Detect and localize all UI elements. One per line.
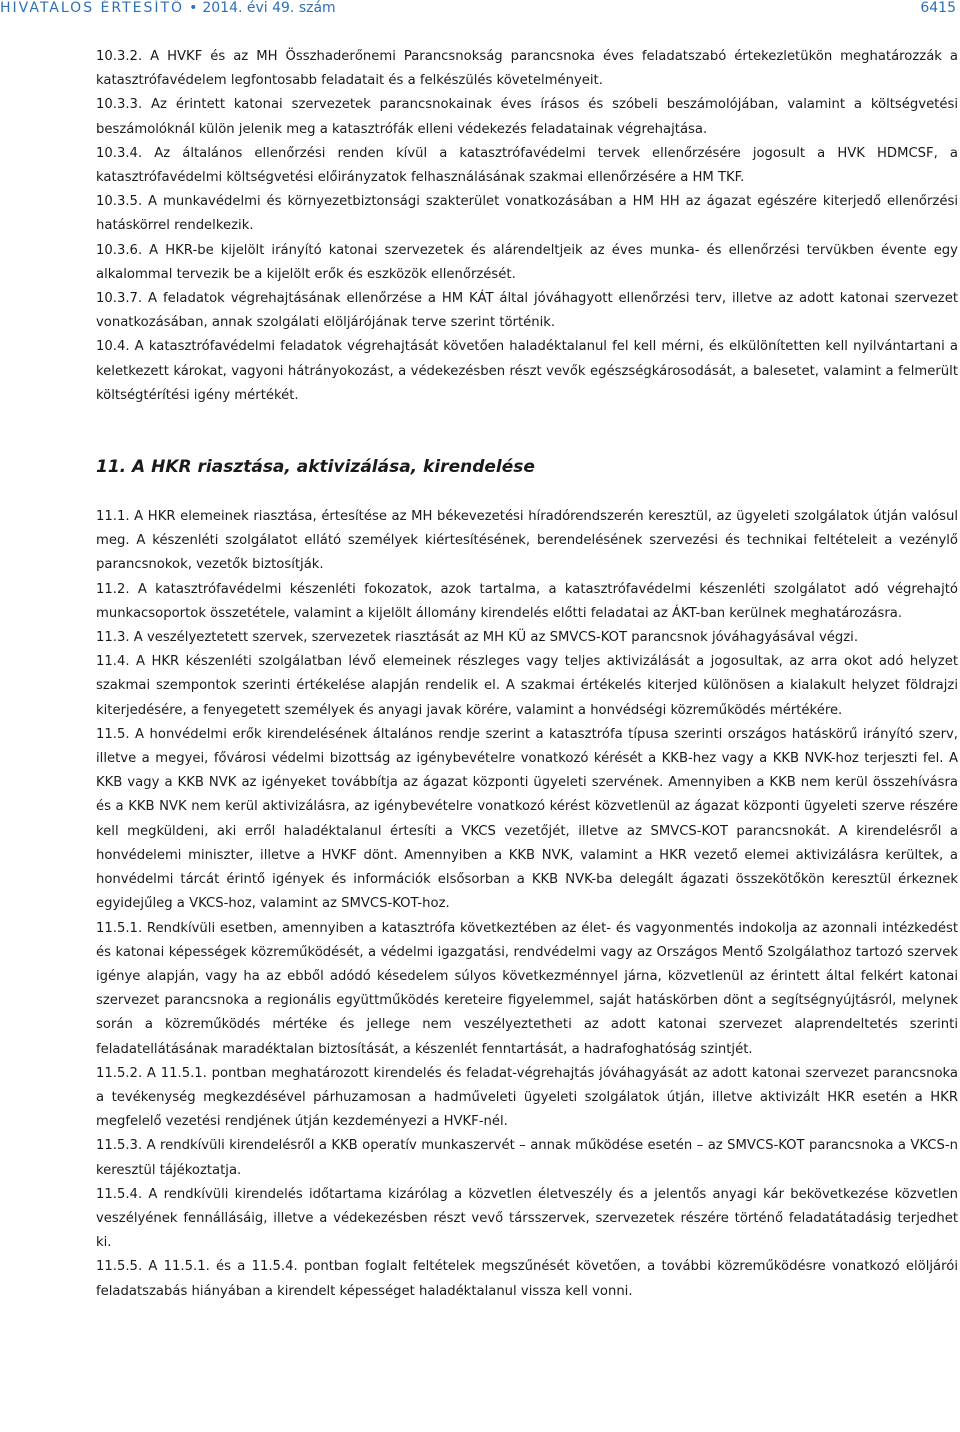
- paragraph-10-3-2: 10.3.2. A HVKF és az MH Összhaderőnemi Parancsnokság parancsnoka éves feladatszabó értekezletükön meghatározzák a katasztrófavédelem legfontosabb feladatait és a felkészülés követelményeit.: [96, 49, 958, 89]
- paragraph-11-5-1: 11.5.1. Rendkívüli esetben, amennyiben a katasztrófa következtében az élet- és vagyonmentés indokolja az azonnali intézkedést és katonai képességek közreműködését, a védelmi igazgatási, rendvédelmi vagy az Országos Mentő Szolgálathoz tartozó szervek igénye alapján, vagy ha az ebből adódó késedelem súlyos következménnyel járna, közvetlenül az érintett által felkért katonai szervezet parancsnoka a regionális együttműködés kereteire figyelemmel, saját hatáskörben dönt a segítségnyújtásról, melynek során a közreműködés mértéke és jellege nem veszélyeztetheti az adott katonai szervezet alaprendeltetés szerinti feladatellátásának maradéktalan biztosítását, a készenlét fenntartását, a hadrafoghatóság szintjét.: [96, 920, 958, 1057]
- header-separator: •: [189, 0, 198, 16]
- paragraph-10-3-7: 10.3.7. A feladatok végrehajtásának ellenőrzése a HM KÁT által jóváhagyott ellenőrzési terv, illetve az adott katonai szervezet vonatkozásában, annak szolgálati elöljárójának terve szerint történik.: [96, 291, 958, 331]
- journal-header: [0, 0, 336, 16]
- issue-info: 2014. évi 49. szám: [202, 0, 336, 16]
- section-title: 11. A HKR riasztása, aktivizálása, kirendelése: [96, 457, 535, 478]
- paragraph-11-1: 11.1. A HKR elemeinek riasztása, értesítése az MH békevezetési híradórendszerén keresztül, az ügyeleti szolgálatok útján valósul meg. A készenléti szolgálatot ellátó személyek kiértesítésének, berendelésének szervezési és technikai feltételeit a vezénylő parancsnokok, vezetők biztosítják.: [96, 509, 958, 573]
- paragraph-11-5-3: 11.5.3. A rendkívüli kirendelésről a KKB operatív munkaszervét – annak működése esetén – az SMVCS-KOT parancsnoka a VKCS-n keresztül tájékoztatja.: [96, 1138, 958, 1178]
- page-number: 6415: [920, 0, 956, 16]
- paragraph-11-5: 11.5. A honvédelmi erők kirendelésének általános rendje szerint a katasztrófa típusa szerinti országos hatáskörű irányító szerv, illetve a megyei, fővárosi védelmi bizottság az igénybevételre vonatkozó kérését a KKB-hez vagy a KKB NVK-hoz terjeszti fel. A KKB vagy a KKB NVK az igényeket továbbítja az ágazat központi ügyeleti szervének. Amennyiben a KKB nem kerül összehívásra és a KKB NVK nem kerül aktivizálásra, az igénybevételre vonatkozó kérést közvetlenül az ágazat központi ügyeleti szerve részére kell megküldeni, aki erről haladéktalanul értesíti a VKCS vezetőjét, illetve az SMVCS-KOT parancsnokát. A kirendelésről a honvédelemi miniszter, illetve a HVKF dönt. Amennyiben a KKB NVK, valamint a HKR vezető elemei aktivizálásra kerültek, a honvédelmi tárcát érintő igények és információk elsősorban a KKB NVK-ba delegált ágazati összekötőkön keresztül érkeznek egyidejűleg a VKCS-hoz, valamint az SMVCS-KOT-hoz.: [96, 726, 958, 912]
- journal-title: HIVATALOS ÉRTESÍTŐ: [0, 0, 185, 16]
- page-header: [0, 0, 960, 16]
- paragraph-10-3-4: 10.3.4. Az általános ellenőrzési renden kívül a katasztrófavédelmi tervek ellenőrzésére jogosult a HVK HDMCSF, a katasztrófavédelmi költségvetési előirányzatok felhasználásának szakmai ellenőrzésére a HM TKF.: [96, 145, 958, 186]
- paragraph-11-5-4: 11.5.4. A rendkívüli kirendelés időtartama kizárólag a közvetlen életveszély és a jelentős anyagi kár bekövetkezése közvetlen veszélyének fennállásáig, illetve a védekezésben részt vevő társszervek, szervezetek részére történő feladatátadásig terjedhet ki.: [96, 1186, 958, 1251]
- paragraph-10-3-6: 10.3.6. A HKR-be kijelölt irányító katonai szervezetek és alárendeltjeik az éves munka- és ellenőrzési tervükben évente egy alkalommal tervezik be a kijelölt erők és eszközök ellenőrzését.: [96, 242, 958, 282]
- paragraph-10-4: 10.4. A katasztrófavédelmi feladatok végrehajtását követően haladéktalanul fel kell mérni, és elkülönítetten kell nyilvántartani a keletkezett károkat, vagyoni hátrányokozást, a védekezésben részt vevők egészségkárosodását, a balesetet, valamint a felmerült költségtérítési igény mértékét.: [96, 339, 958, 403]
- paragraph-10-3-3: 10.3.3. Az érintett katonai szervezetek parancsnokainak éves írásos és szóbeli beszámolójában, valamint a költségvetési beszámolóknál külön jelenik meg a katasztrófák elleni védekezés feladatainak végrehajtása.: [96, 97, 958, 137]
- paragraph-11-5-2: 11.5.2. A 11.5.1. pontban meghatározott kirendelés és feladat-végrehajtás jóváhagyását az adott katonai szervezet parancsnoka a tevékenység megkezdésével párhuzamosan a hadműveleti ügyeleti szolgálatok útján, illetve aktivizált HKR esetén a HKR megfelelő vezetési rendjének útján kezdeményezi a HVKF-nél.: [96, 1065, 958, 1130]
- paragraph-11-3: 11.3. A veszélyeztetett szervek, szervezetek riasztását az MH KÜ az SMVCS-KOT parancsnok jóváhagyásával végzi.: [96, 630, 859, 646]
- paragraph-11-2: 11.2. A katasztrófavédelmi készenléti fokozatok, azok tartalma, a katasztrófavédelmi készenléti szolgálatot adó végrehajtó munkacsoportok összetétele, valamint a kijelölt állomány kirendelés előtti feladatai az ÁKT-ban kerülnek meghatározásra.: [96, 581, 958, 621]
- document-body: [96, 45, 958, 1304]
- paragraph-10-3-5: 10.3.5. A munkavédelmi és környezetbiztonsági szakterület vonatkozásában a HM HH az ágazat egészére kiterjedő ellenőrzési hatáskörrel rendelkezik.: [96, 194, 958, 234]
- paragraph-11-4: 11.4. A HKR készenléti szolgálatban lévő elemeinek részleges vagy teljes aktivizálását a jogosultak, az arra okot adó helyzet szakmai szempontok szerinti értékelése alapján rendelik el. A szakmai értékelés kiterjed különösen a kialakult helyzet földrajzi kiterjedésére, a fenyegetett személyek és anyagi javak körére, valamint a honvédségi közreműködés mértékére.: [96, 654, 958, 718]
- paragraph-11-5-5: 11.5.5. A 11.5.1. és a 11.5.4. pontban foglalt feltételek megszűnését követően, a további közreműködésre vonatkozó elöljárói feladatszabás hiányában a kirendelt képességet haladéktalanul vissza kell vonni.: [96, 1259, 958, 1299]
